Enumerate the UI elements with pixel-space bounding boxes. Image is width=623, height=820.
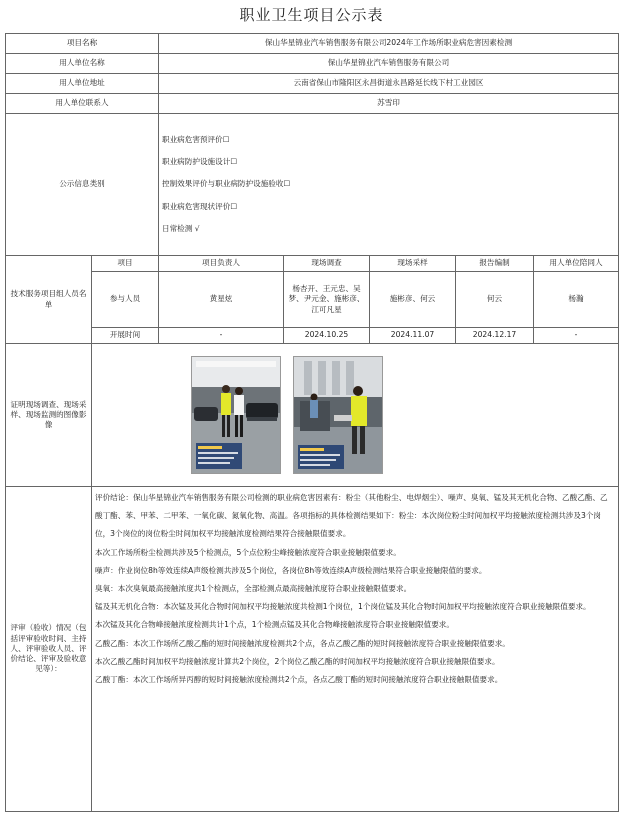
publicity-table xyxy=(5,33,619,812)
evidence-photos-cell xyxy=(92,344,619,487)
participants-escort: 杨瀚 xyxy=(534,272,619,328)
participants-survey: 杨杏开、王元忠、吴梦、尹元金、施彬彦、江可凡星 xyxy=(284,272,370,328)
info-item-status-assessment: 职业病危害现状评价☐ xyxy=(162,201,238,211)
participants-report: 何云 xyxy=(456,272,534,328)
team-participants-row xyxy=(6,272,619,328)
info-category-list xyxy=(159,114,619,256)
review-paragraph: 本次锰及其化合物峰接触浓度检测共计1个点，1个检测点锰及其化合物峰接触浓度符合职业接触限值要求。 xyxy=(95,620,454,630)
info-category-label: 公示信息类别 xyxy=(6,114,159,256)
team-header-escort: 用人单位陪同人 xyxy=(534,256,619,272)
team-label: 技术服务项目组人员名单 xyxy=(6,256,92,344)
dates-report: 2024.12.17 xyxy=(456,328,534,344)
site-photo-2 xyxy=(293,356,383,474)
row-project-name xyxy=(6,34,619,54)
row-employer-address xyxy=(6,74,619,94)
participants-leader: 黄星炫 xyxy=(159,272,284,328)
info-item-pre-assessment: 职业病危害预评价☐ xyxy=(162,134,230,144)
evidence-label: 证明现场调查、现场采样、现场监测的图像影像 xyxy=(6,344,92,487)
review-paragraph: 本次乙酸乙酯时间加权平均接触浓度计算共2个岗位，2个岗位乙酸乙酯的时间加权平均接触浓度符合职业接触限值要求。 xyxy=(95,656,500,666)
row-review xyxy=(6,487,619,812)
employer-name-label: 用人单位名称 xyxy=(6,54,159,74)
row-employer-contact xyxy=(6,94,619,114)
site-photo-2-image xyxy=(294,357,382,473)
review-conclusion xyxy=(92,487,619,812)
page-title: 职业卫生项目公示表 xyxy=(239,6,384,24)
row-evidence xyxy=(6,344,619,487)
review-paragraph: 本次工作场所粉尘检测共涉及5个检测点，5个点位粉尘峰接触浓度符合职业接触限值要求。 xyxy=(95,547,401,557)
review-paragraph: 噪声：作业岗位8h等效连续A声级检测共涉及5个岗位，各岗位8h等效连续A声级检测结果符合职业接触限值的要求。 xyxy=(95,565,487,575)
evidence-photos xyxy=(95,356,615,474)
dates-escort: - xyxy=(534,328,619,344)
team-header-leader: 项目负责人 xyxy=(159,256,284,272)
site-photo-1-image xyxy=(192,357,280,473)
employer-contact-label: 用人单位联系人 xyxy=(6,94,159,114)
info-item-daily-detection: 日常检测 √ xyxy=(162,223,200,233)
dates-label: 开展时间 xyxy=(92,328,159,344)
dates-leader: - xyxy=(159,328,284,344)
review-paragraph: 评价结论：保山华星锦业汽车销售服务有限公司检测的职业病危害因素有：粉尘（其他粉尘、电焊烟尘）、噪声、臭氧、锰及其无机化合物、乙酸乙酯、乙酸丁酯、苯、甲苯、二甲苯、一氧化碳、氮氧化物、高温。各项指标的具体检测结果如下：粉尘：本次岗位粉尘时间加权平均接触浓度检测共涉及3个岗位，3个岗位的岗位粉尘时间加权平均接触浓度检测结果符合接触限值要求。 xyxy=(95,493,608,539)
employer-contact-value: 苏雪印 xyxy=(159,94,619,114)
info-item-control-effect: 控制效果评价与职业病防护设施验收☐ xyxy=(162,179,291,189)
review-paragraph: 乙酸丁酯：本次工作场所异丙醇的短时间接触浓度检测共2个点，各点乙酸丁酯的短时间接触浓度符合职业接触限值要求。 xyxy=(95,675,503,685)
dates-sampling: 2024.11.07 xyxy=(370,328,456,344)
employer-address-value: 云南省保山市隆阳区永昌街道永昌路延长线下村工业园区 xyxy=(159,74,619,94)
participants-label: 参与人员 xyxy=(92,272,159,328)
review-paragraph: 锰及其无机化合物：本次锰及其化合物时间加权平均接触浓度共检测1个岗位，1个岗位锰及其化合物时间加权平均接触浓度符合职业接触限值要求。 xyxy=(95,602,591,612)
site-photo-1 xyxy=(191,356,281,474)
team-header-report: 报告编制 xyxy=(456,256,534,272)
team-header-row xyxy=(6,256,619,272)
team-header-survey: 现场调查 xyxy=(284,256,370,272)
team-header-item: 项目 xyxy=(92,256,159,272)
team-dates-row xyxy=(6,328,619,344)
info-item-protection-design: 职业病防护设施设计☐ xyxy=(162,157,238,167)
participants-sampling: 施彬彦、何云 xyxy=(370,272,456,328)
employer-name-value: 保山华星锦业汽车销售服务有限公司 xyxy=(159,54,619,74)
review-label: 评审（验收）情况（包括评审验收时间、主持人、评审验收人员、评价结论、评审及验收意见等）： xyxy=(6,487,92,812)
review-paragraph: 臭氧：本次臭氧最高接触浓度共1个检测点，全部检测点最高接触浓度符合职业接触限值要求。 xyxy=(95,584,412,594)
project-name-value: 保山华星锦业汽车销售服务有限公司2024年工作场所职业病危害因素检测 xyxy=(159,34,619,54)
employer-address-label: 用人单位地址 xyxy=(6,74,159,94)
row-employer-name xyxy=(6,54,619,74)
team-header-sampling: 现场采样 xyxy=(370,256,456,272)
dates-survey: 2024.10.25 xyxy=(284,328,370,344)
project-name-label: 项目名称 xyxy=(6,34,159,54)
row-info-category xyxy=(6,114,619,256)
review-paragraph: 乙酸乙酯：本次工作场所乙酸乙酯的短时间接触浓度检测共2个点，各点乙酸乙酯的短时间接触浓度符合职业接触限值要求。 xyxy=(95,638,510,648)
